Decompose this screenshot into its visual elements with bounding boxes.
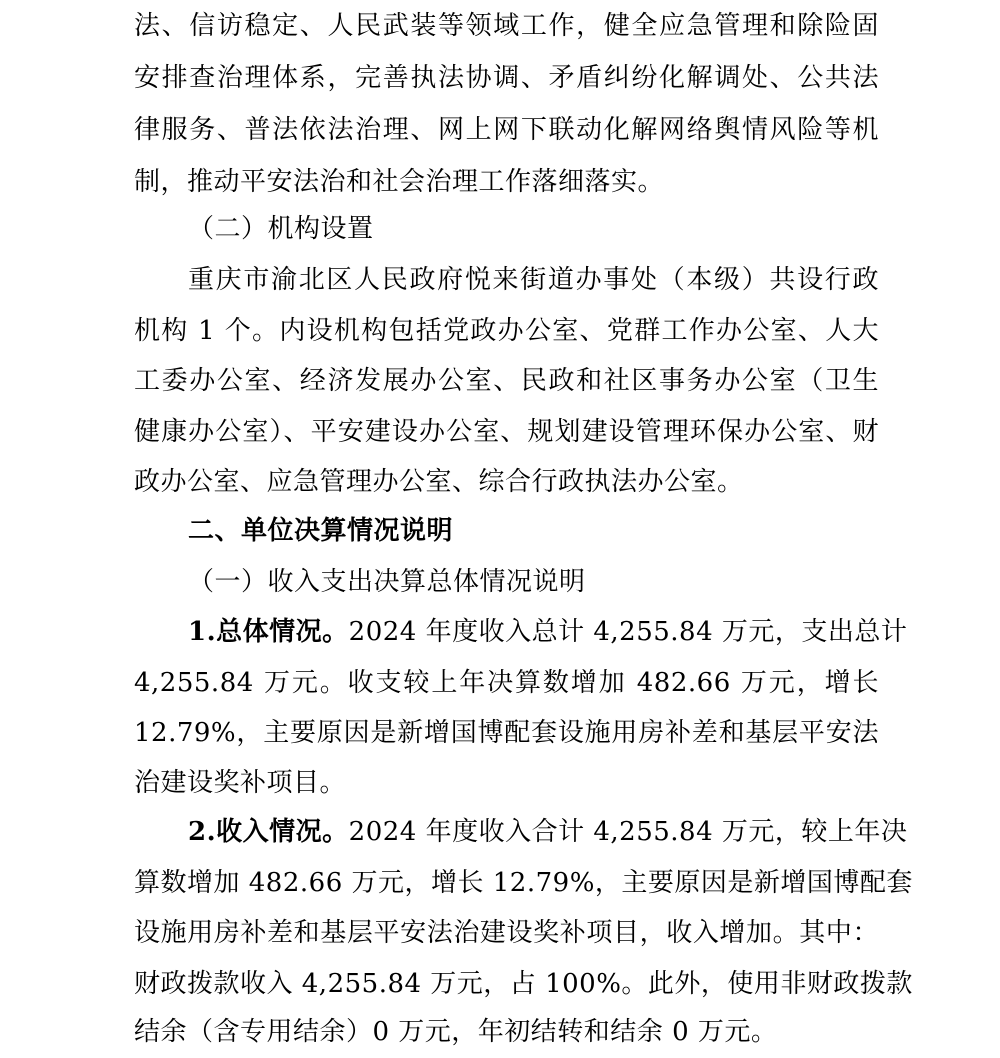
income-label: 2.收入情况。 (188, 817, 349, 847)
org-line-2: 机构 1 个。内设机构包括党政办公室、党群工作办公室、人大 (134, 316, 879, 346)
overall-line-3: 12.79%，主要原因是新增国博配套设施用房补差和基层平安法 (134, 718, 879, 748)
org-line-1: 重庆市渝北区人民政府悦来街道办事处（本级）共设行政 (188, 265, 879, 295)
income-line-2: 算数增加 482.66 万元，增长 12.79%，主要原因是新增国博配套 (134, 868, 913, 898)
duties-line-2: 安排查治理体系，完善执法协调、矛盾纠纷化解调处、公共法 (134, 63, 879, 93)
org-line-4: 健康办公室）、平安建设办公室、规划建设管理环保办公室、财 (134, 417, 879, 447)
overall-label: 1.总体情况。 (188, 617, 349, 647)
income-line-4: 财政拨款收入 4,255.84 万元，占 100%。此外，使用非财政拨款 (134, 969, 913, 999)
org-line-5: 政办公室、应急管理办公室、综合行政执法办公室。 (134, 467, 744, 497)
overall-text-1: 2024 年度收入总计 4,255.84 万元，支出总计 (348, 617, 908, 647)
heading-section-2: 二、单位决算情况说明 (188, 516, 454, 546)
overall-line-1 (188, 606, 908, 658)
overall-line-2: 4,255.84 万元。收支较上年决算数增加 482.66 万元，增长 (134, 668, 879, 698)
duties-line-3: 律服务、普法依法治理、网上网下联动化解网络舆情风险等机 (134, 115, 879, 145)
income-line-3: 设施用房补差和基层平安法治建设奖补项目，收入增加。其中： (134, 918, 879, 948)
heading-sub-1: （一）收入支出决算总体情况说明 (188, 567, 586, 597)
income-line-1 (188, 806, 908, 858)
income-text-1: 2024 年度收入合计 4,255.84 万元，较上年决 (348, 817, 908, 847)
income-line-5: 结余（含专用结余）0 万元，年初结转和结余 0 万元。 (134, 1017, 778, 1047)
org-line-3: 工委办公室、经济发展办公室、民政和社区事务办公室（卫生 (134, 366, 879, 396)
heading-org-setup: （二）机构设置 (188, 214, 374, 244)
overall-line-4: 治建设奖补项目。 (134, 768, 347, 798)
duties-line-4: 制，推动平安法治和社会治理工作落细落实。 (134, 167, 665, 197)
duties-line-1: 法、信访稳定、人民武装等领域工作，健全应急管理和除险固 (134, 11, 879, 41)
